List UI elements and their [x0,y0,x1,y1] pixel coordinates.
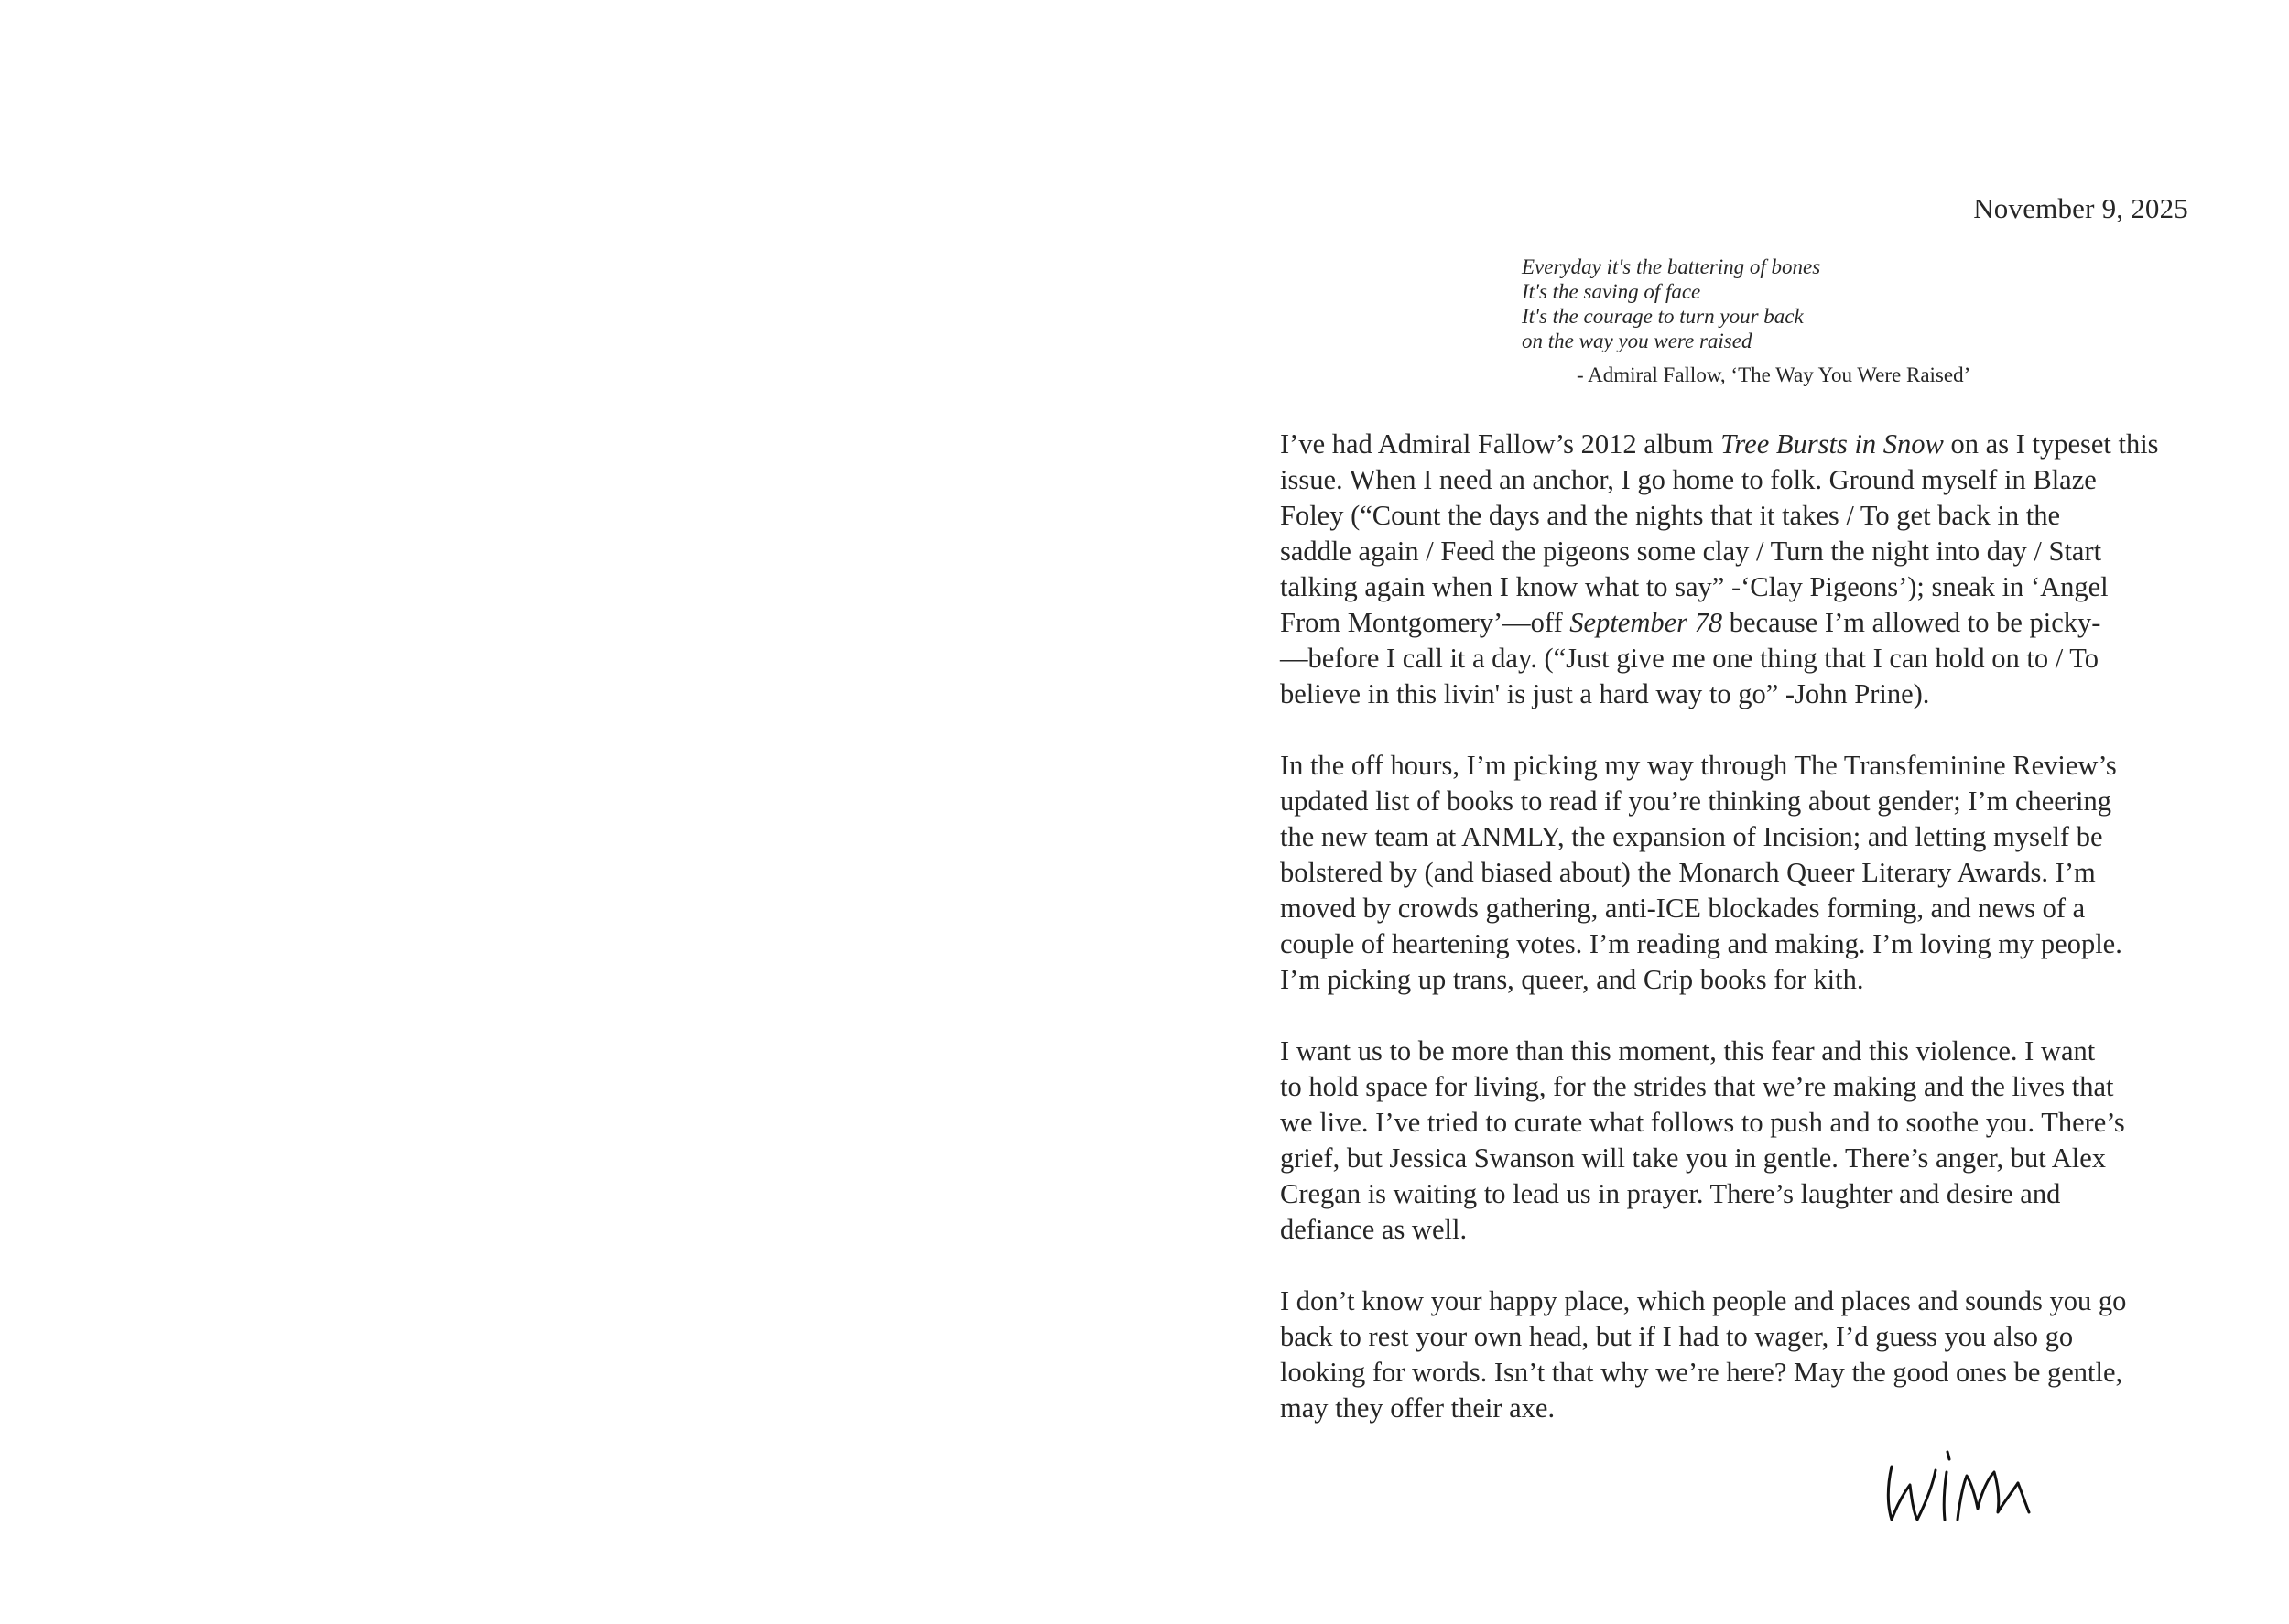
text-run: talking again when I know what to say” -‘Clay Pigeons’); sneak in ‘Angel [1280,571,2109,602]
epigraph-attribution: - Admiral Fallow, ‘The Way You Were Raised’ [1577,363,1971,386]
text-run: I’m picking up trans, queer, and Crip books for kith. [1280,964,1864,995]
text-line [1280,1319,2205,1355]
text-line [1280,605,2205,641]
text-run: back to rest your own head, but if I had to wager, I’d guess you also go [1280,1321,2074,1352]
text-run: couple of heartening votes. I’m reading and making. I’m loving my people. [1280,928,2122,959]
left-page-blank [0,0,1144,1624]
epigraph-line: on the way you were raised [1522,330,1752,352]
handwritten-signature [1882,1428,2038,1529]
italic-title: Tree Bursts in Snow [1720,428,1944,460]
text-run: In the off hours, I’m picking my way through The Transfeminine Review’s [1280,750,2117,781]
right-page [1144,0,2289,1624]
text-line [1280,1283,2205,1319]
text-run: looking for words. Isn’t that why we’re here? May the good ones be gentle, [1280,1357,2123,1388]
text-run: I’ve had Admiral Fallow’s 2012 album [1280,428,1721,460]
text-line [1280,1034,2205,1069]
italic-title: September 78 [1569,607,1723,638]
text-line [1280,1176,2205,1212]
text-line [1280,962,2205,998]
text-line [1280,855,2205,891]
text-line [1280,1105,2205,1141]
letter-date: November 9, 2025 [1973,192,2188,224]
text-line [1280,784,2205,819]
text-run: issue. When I need an anchor, I go home to folk. Ground myself in Blaze [1280,464,2097,495]
text-run: I don’t know your happy place, which people and places and sounds you go [1280,1285,2127,1316]
epigraph [1522,254,2034,388]
text-line [1280,462,2205,498]
text-line [1280,819,2205,855]
text-run: on as I typeset this [1943,428,2159,460]
text-run: Foley (“Count the days and the nights that it takes / To get back in the [1280,500,2060,531]
body-paragraph [1280,1034,2205,1248]
text-line [1280,534,2205,569]
text-run: defiance as well. [1280,1214,1468,1245]
text-run: Cregan is waiting to lead us in prayer. There’s laughter and desire and [1280,1178,2061,1209]
epigraph-line: It's the saving of face [1522,280,1701,303]
text-run: grief, but Jessica Swanson will take you in gentle. There’s anger, but Alex [1280,1142,2106,1174]
text-line [1280,1212,2205,1248]
text-line [1280,498,2205,534]
text-line [1280,891,2205,926]
text-run: —before I call it a day. (“Just give me one thing that I can hold on to / To [1280,643,2099,674]
text-line [1280,926,2205,962]
epigraph-line: Everyday it's the battering of bones [1522,255,1821,278]
body-paragraph [1280,427,2205,712]
letter-body [1280,427,2205,1462]
body-paragraph [1280,748,2205,998]
text-line [1280,1069,2205,1105]
text-run: I want us to be more than this moment, this fear and this violence. I want [1280,1035,2096,1066]
text-run: we live. I’ve tried to curate what follows to push and to soothe you. There’s [1280,1107,2125,1138]
text-run: saddle again / Feed the pigeons some clay / Turn the night into day / Start [1280,536,2102,567]
text-line [1280,641,2205,677]
text-line [1280,427,2205,462]
text-run: believe in this livin' is just a hard way to go” -John Prine). [1280,678,1930,709]
text-line [1280,1391,2205,1426]
text-run: the new team at ANMLY, the expansion of Incision; and letting myself be [1280,821,2103,852]
epigraph-lyrics [1522,254,2034,353]
text-run: to hold space for living, for the strides that we’re making and the lives that [1280,1071,2114,1102]
text-run: From Montgomery’—off [1280,607,1570,638]
text-run: updated list of books to read if you’re thinking about gender; I’m cheering [1280,785,2111,817]
text-run: may they offer their axe. [1280,1392,1556,1424]
text-line [1280,569,2205,605]
text-line [1280,748,2205,784]
text-line [1280,677,2205,712]
text-line [1280,1355,2205,1391]
text-run: bolstered by (and biased about) the Monarch Queer Literary Awards. I’m [1280,857,2096,888]
text-line [1280,1141,2205,1176]
text-run: because I’m allowed to be picky- [1722,607,2101,638]
epigraph-line: It's the courage to turn your back [1522,305,1804,328]
text-run: moved by crowds gathering, anti-ICE blockades forming, and news of a [1280,893,2086,924]
body-paragraph [1280,1283,2205,1426]
